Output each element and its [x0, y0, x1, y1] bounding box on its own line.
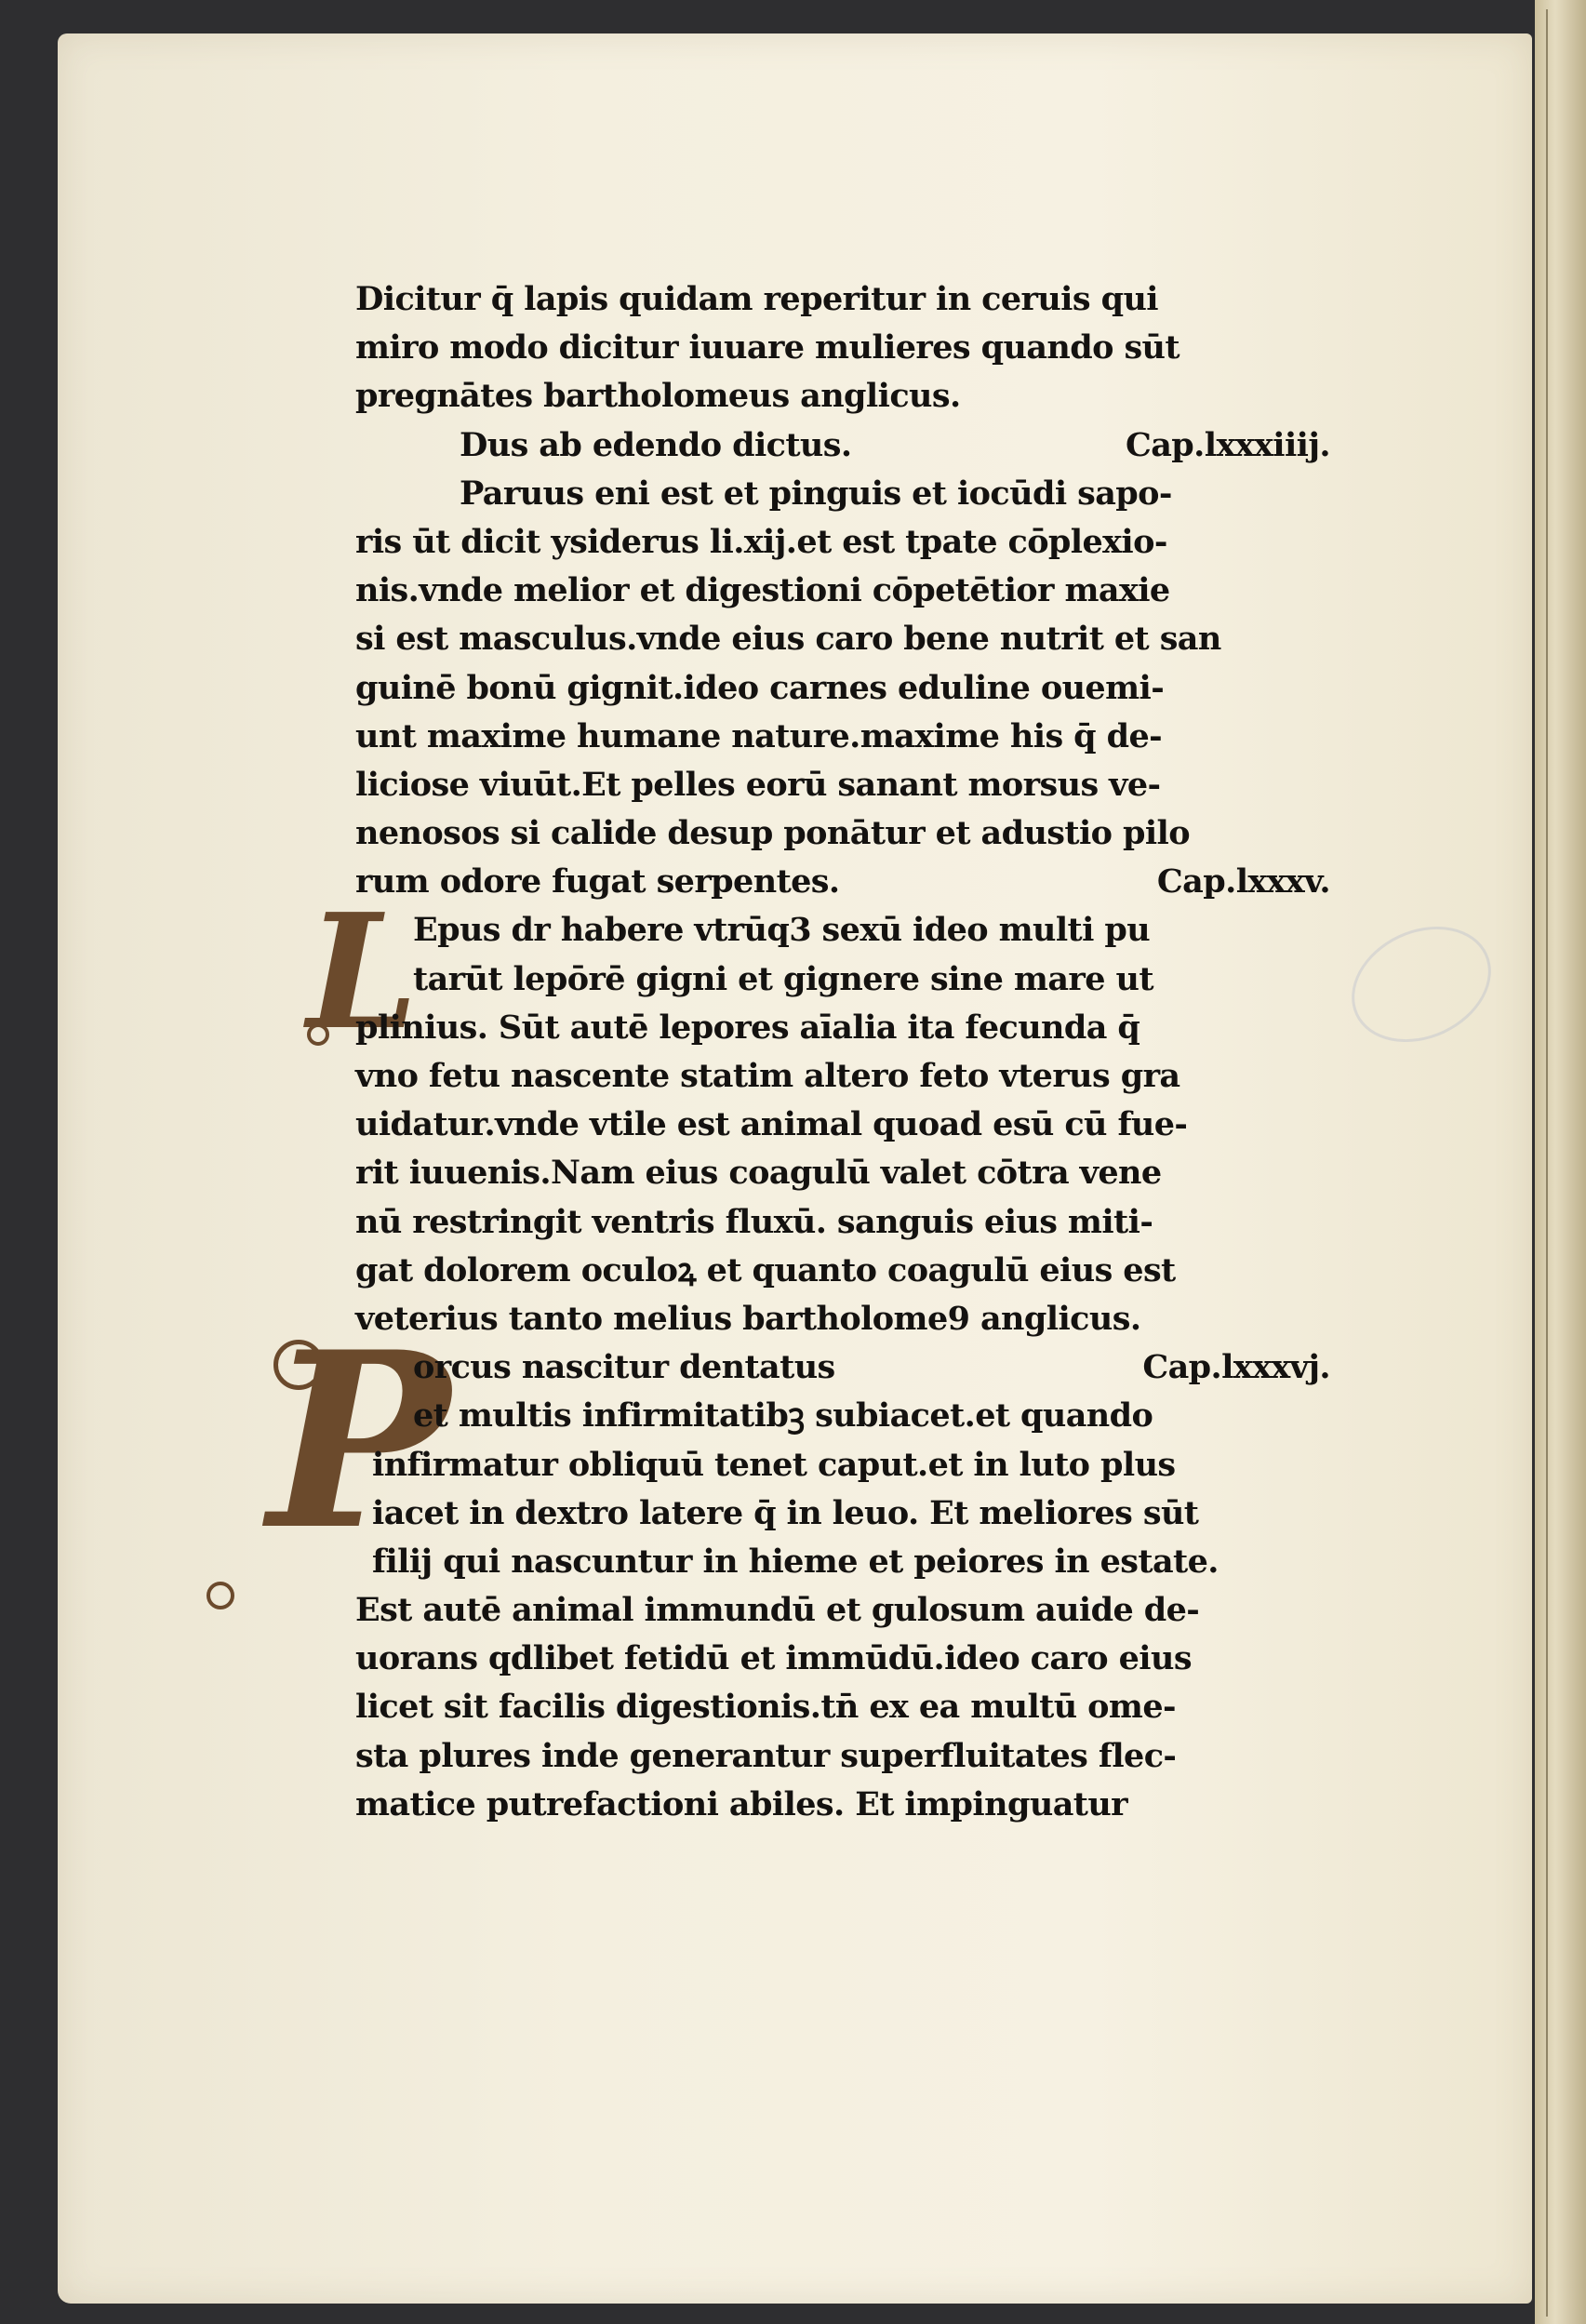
initial-letter-p: P: [268, 1300, 450, 1583]
text-line-19: rit iuuenis.Nam eius coagulū valet cōtra vene: [355, 1154, 1162, 1193]
text-line-12: nenosos si calide desup ponātur et adustio pilo: [355, 814, 1190, 853]
initial-l-flourish: [307, 1023, 329, 1046]
text-line-31: sta plures inde generantur superfluitates flec-: [355, 1736, 1177, 1775]
text-line-18: uidatur.vnde vtile est animal quoad esū cū fue-: [355, 1105, 1188, 1144]
text-line-5: Paruus eni est et pinguis et iocūdi sapo-: [460, 474, 1172, 513]
initial-p-flourish-bottom: [207, 1582, 234, 1609]
text-line-1: Dicitur q̄ lapis quidam reperitur in ceruis qui: [355, 280, 1158, 318]
text-line-16: plinius. Sūt autē lepores aīalia ita fecunda q̄: [355, 1008, 1140, 1047]
chapter-heading-line-86: [355, 1343, 1341, 1392]
text-line-17: vno fetu nascente statim altero feto vterus gra: [355, 1057, 1180, 1095]
chapter-heading-text: orcus nascitur dentatus: [413, 1348, 835, 1387]
chapter-number: Cap.lxxxv.: [1156, 862, 1330, 902]
chapter-number: Cap.lxxxvj.: [1142, 1348, 1330, 1387]
text-line-24: et multis infirmitatibꝫ subiacet.et quando: [413, 1396, 1153, 1436]
text-line-27: filij qui nascuntur in hieme et peiores in estate.: [372, 1542, 1219, 1581]
text-line-32: matice putrefactioni abiles. Et impinguatur: [355, 1784, 1128, 1823]
text-line-30: licet sit facilis digestionis.tn̄ ex ea multū ome-: [355, 1688, 1176, 1727]
initial-letter-l: L: [307, 879, 419, 1065]
text-line-8: si est masculus.vnde eius caro bene nutrit et san: [355, 620, 1221, 659]
text-line-2: miro modo dicitur iuuare mulieres quando sūt: [355, 328, 1180, 367]
text-line-7: nis.vnde melior et digestioni cōpetētior maxie: [355, 571, 1170, 610]
text-line-14: Epus dr habere vtrūq3 sexū ideo multi pu: [413, 911, 1151, 950]
text-line-28: Est autē animal immundū et gulosum auide de-: [355, 1591, 1200, 1630]
text-line-10: unt maxime humane nature.maxime his q̄ de-: [355, 716, 1163, 755]
initial-p-flourish-top: [273, 1340, 324, 1390]
chapter-heading-text: rum odore fugat serpentes.: [355, 862, 840, 902]
text-line-3: pregnātes bartholomeus anglicus.: [355, 377, 961, 416]
text-line-22: veterius tanto melius bartholome9 anglicus.: [355, 1299, 1141, 1338]
page-edge: [1546, 9, 1548, 2317]
text-line-15: tarūt lepōrē gigni et gignere sine mare ut: [413, 959, 1153, 998]
book-gutter: [1535, 0, 1586, 2324]
text-line-21: gat dolorem oculoꝝ et quanto coagulū eius est: [355, 1250, 1176, 1289]
text-line-6: ris ūt dicit ysiderus li.xij.et est tpate cōplexio-: [355, 522, 1167, 561]
text-block: [355, 275, 1341, 1829]
chapter-heading-text: Dus ab edendo dictus.: [460, 425, 852, 464]
text-line-25: infirmatur obliquū tenet caput.et in luto plus: [372, 1445, 1176, 1484]
chapter-heading-line-85: [355, 858, 1341, 906]
text-line-11: liciose viuūt.Et pelles eorū sanant morsus ve-: [355, 765, 1161, 804]
text-line-29: uorans qdlibet fetidū et immūdū.ideo caro eius: [355, 1639, 1192, 1678]
chapter-number: Cap.lxxxiiij.: [1125, 425, 1330, 464]
text-line-9: guinē bonū gignit.ideo carnes eduline ouemi-: [355, 668, 1165, 707]
chapter-heading-line-84: [355, 421, 1341, 470]
text-line-20: nū restringit ventris fluxū. sanguis eius miti-: [355, 1202, 1153, 1241]
text-line-26: iacet in dextro latere q̄ in leuo. Et meliores sūt: [372, 1493, 1199, 1532]
